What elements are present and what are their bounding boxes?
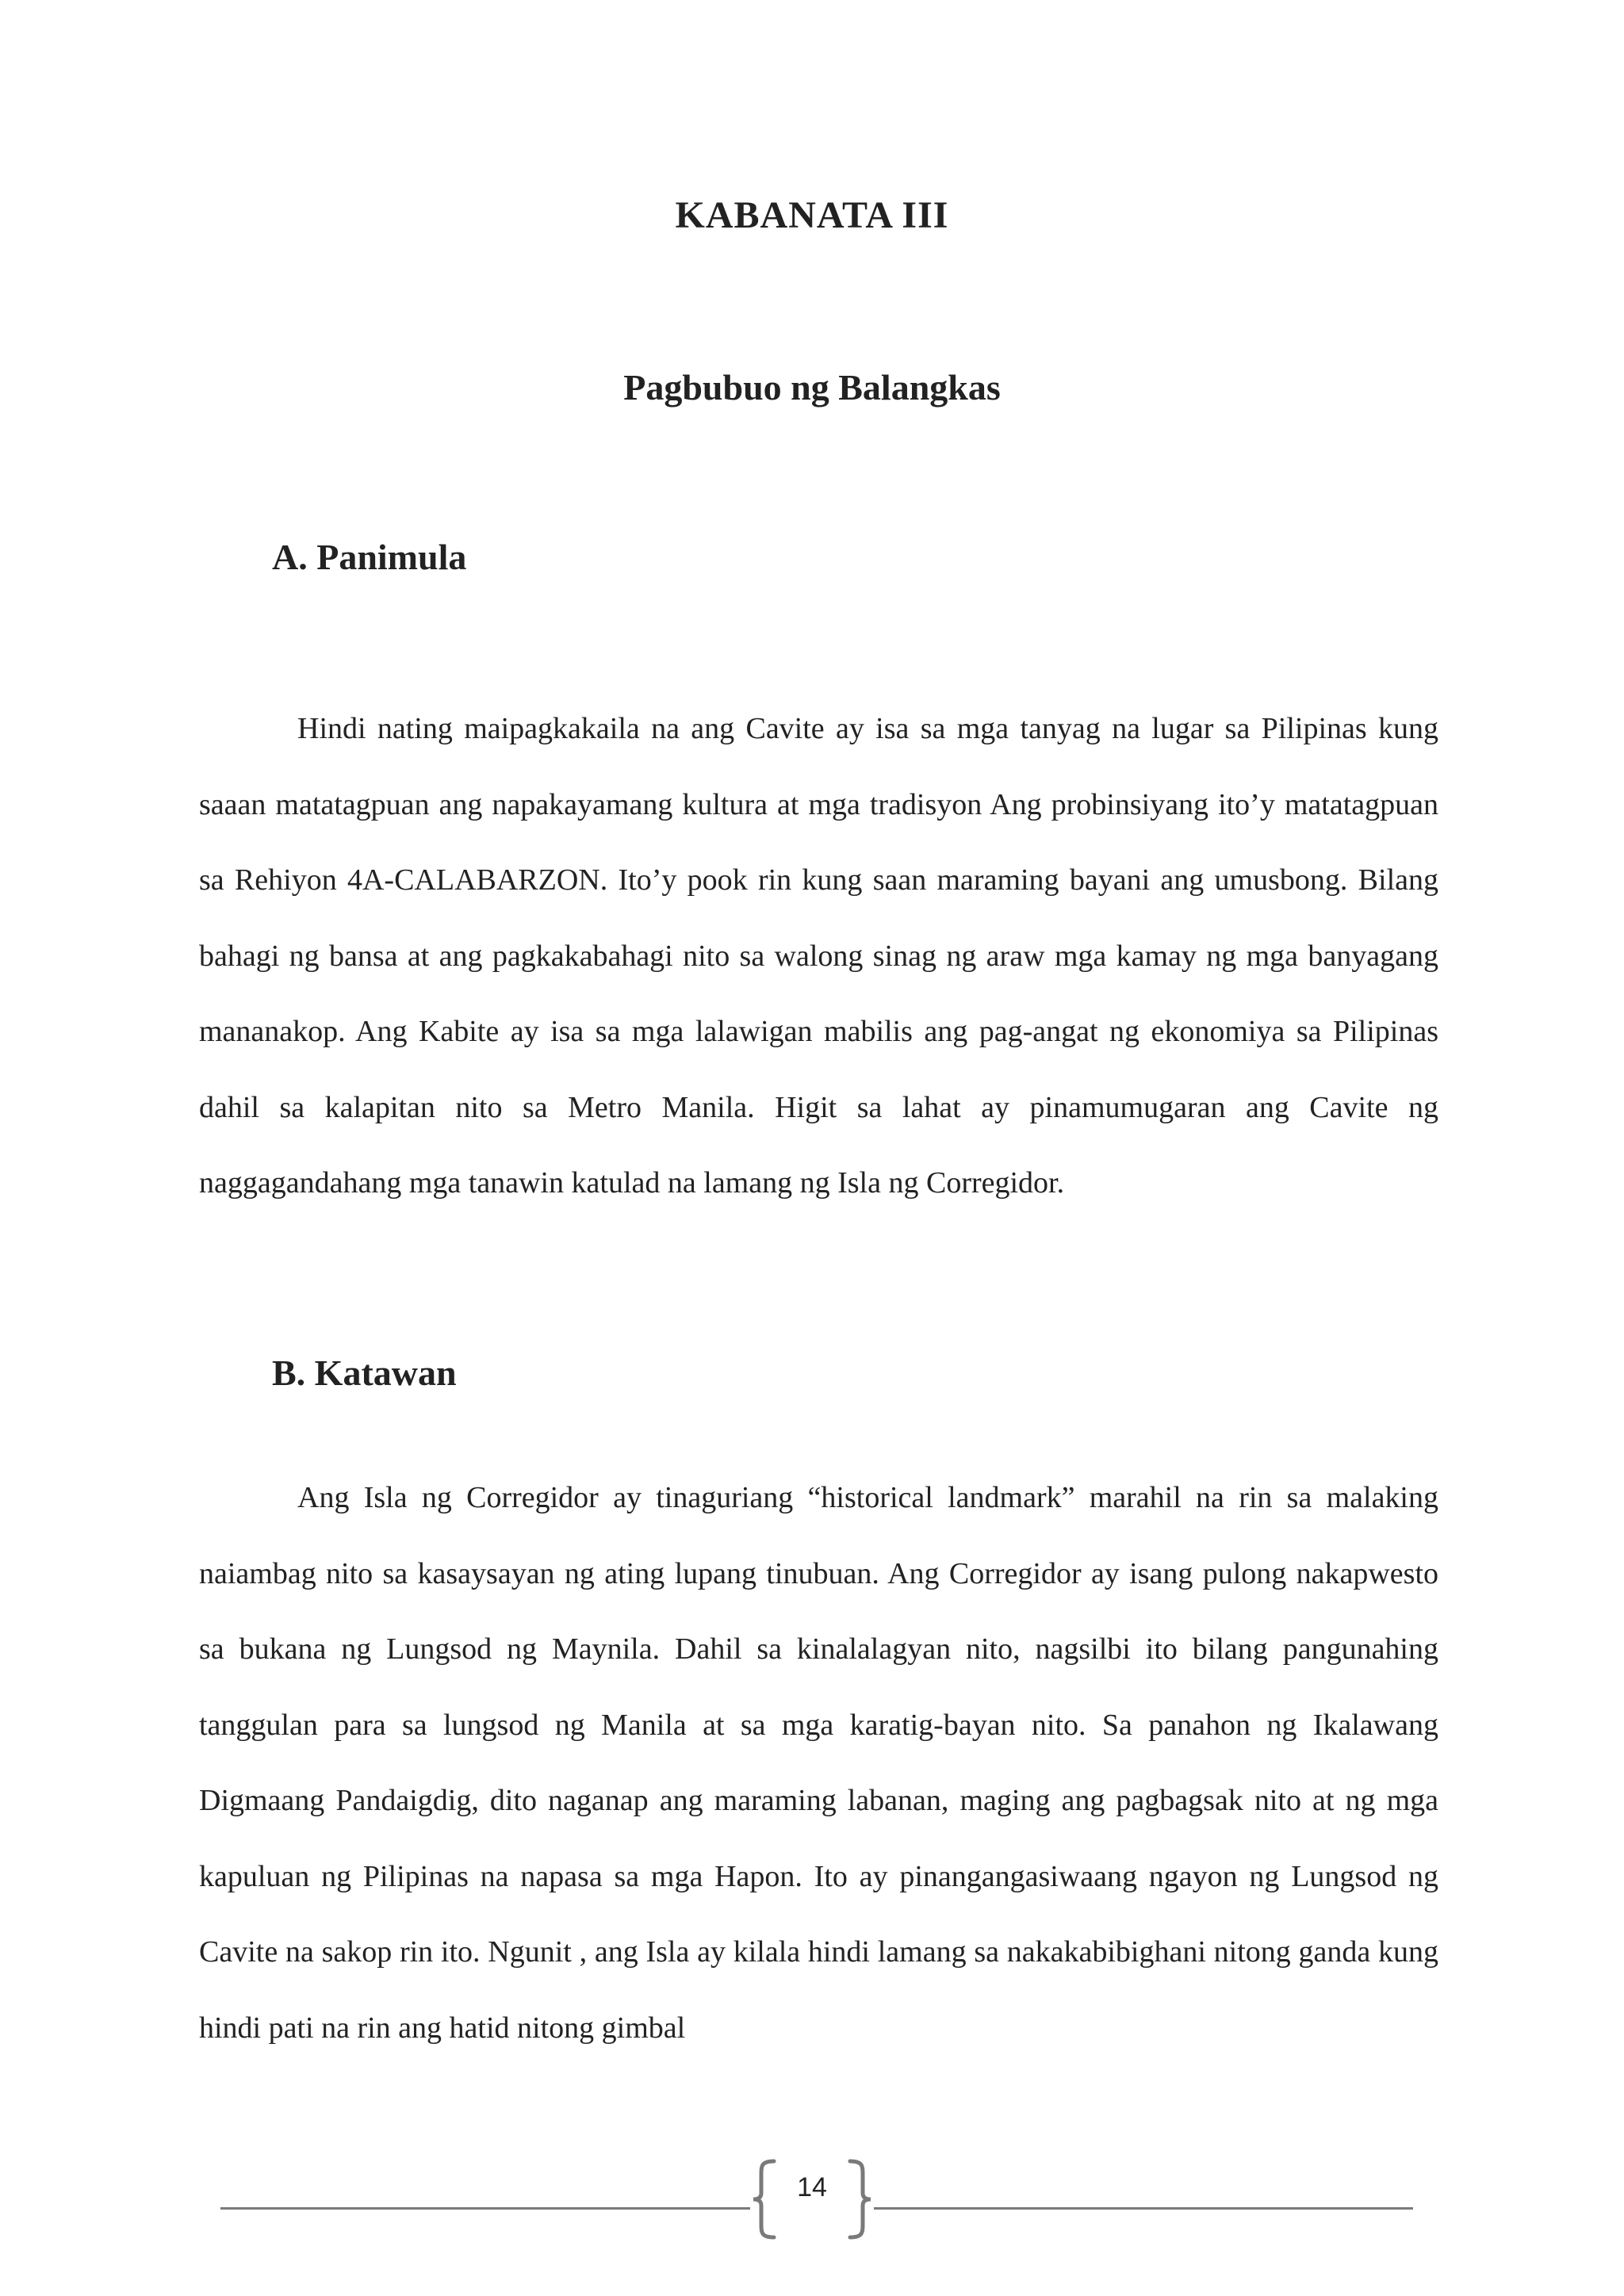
left-brace-icon (750, 2158, 777, 2241)
right-brace-icon (847, 2158, 874, 2241)
chapter-title: KABANATA III (675, 194, 949, 236)
page-number: 14 (797, 2172, 827, 2202)
section-heading-katawan: B. Katawan (272, 1353, 457, 1393)
footer-rule-right (874, 2207, 1413, 2210)
chapter-subtitle: Pagbubuo ng Balangkas (623, 367, 1001, 408)
paragraph-katawan: Ang Isla ng Corregidor ay tinaguriang “historical landmark” marahil na rin sa malaking naiambag nito sa kasaysayan ng ating lupang tinubuan. Ang Corregidor ay isang pulong nakapwesto sa bukana ng Lungsod ng Maynila. Dahil sa kinalalagyan nito, nagsilbi ito bilang pangunahing tanggulan para sa lungsod ng Manila at sa mga karatig-bayan nito. Sa panahon ng Ikalawang Digmaang Pandaigdig, dito naganap ang maraming labanan, maging ang pagbagsak nito at ng mga kapuluan ng Pilipinas na napasa sa mga Hapon. Ito ay pinangangasiwaang ngayon ng Lungsod ng Cavite na sakop rin ito. Ngunit , ang Isla ay kilala hindi lamang sa nakakabibighani nitong ganda kung hindi pati na rin ang hatid nitong gimbal (199, 1481, 1438, 2045)
section-heading-panimula: A. Panimula (272, 537, 467, 577)
footer-rule-left (220, 2207, 750, 2210)
paragraph-panimula: Hindi nating maipagkakaila na ang Cavite ay isa sa mga tanyag na lugar sa Pilipinas kung saaan matatagpuan ang napakayamang kultura at mga tradisyon Ang probinsiyang ito’y matatagpuan sa Rehiyon 4A-CALABARZON. Ito’y pook rin kung saan maraming bayani ang umusbong. Bilang bahagi ng bansa at ang pagkakabahagi nito sa walong sinag ng araw mga kamay ng mga banyagang mananakop. Ang Kabite ay isa sa mga lalawigan mabilis ang pag-angat ng ekonomiya sa Pilipinas dahil sa kalapitan nito sa Metro Manila. Higit sa lahat ay pinamumugaran ang Cavite ng naggagandahang mga tanawin katulad na lamang ng Isla ng Corregidor. (199, 712, 1438, 1200)
